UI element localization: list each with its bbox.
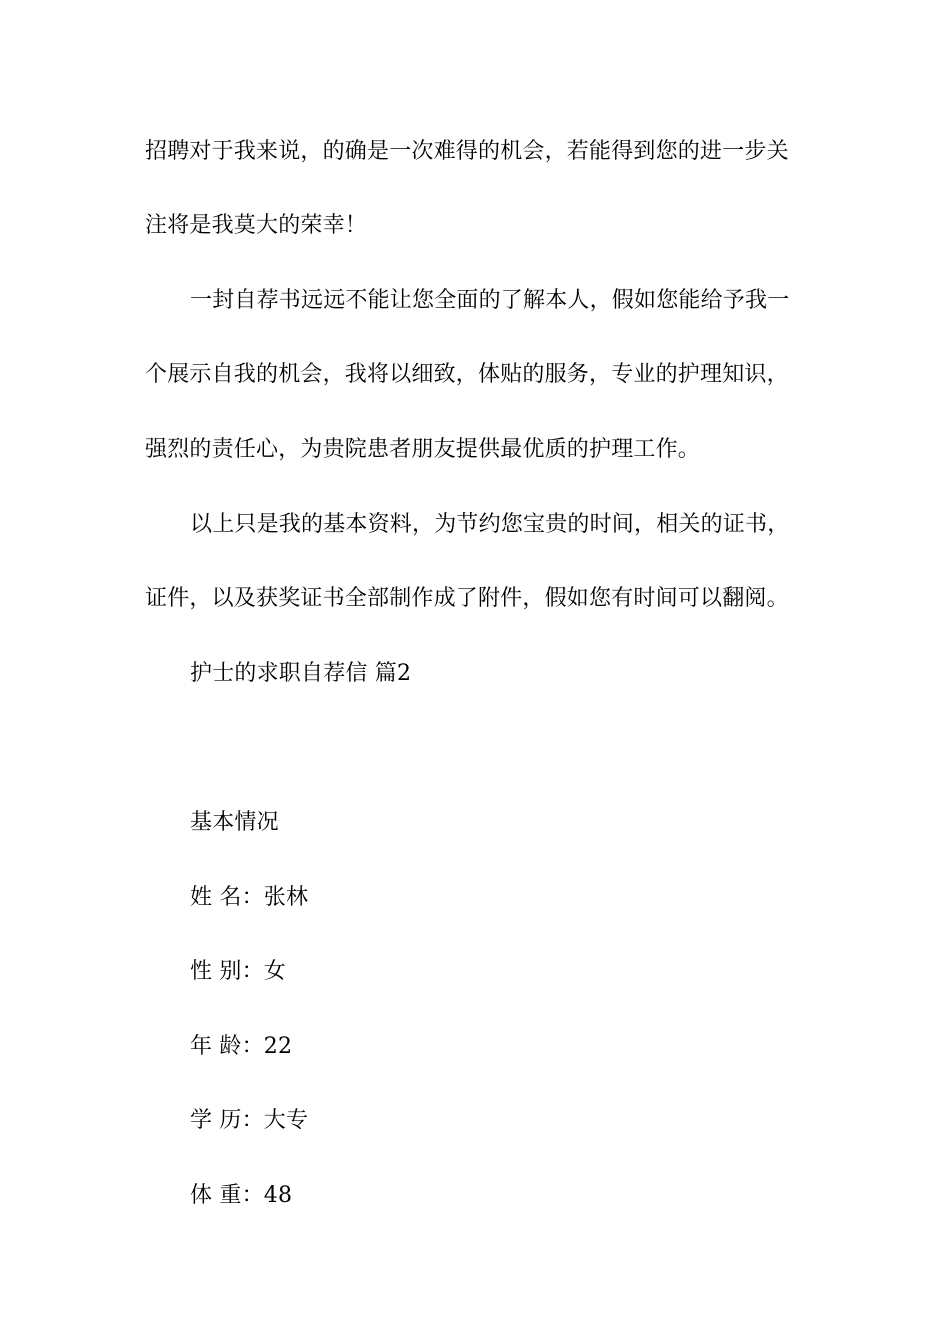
paragraph-line: 以上只是我的基本资料，为节约您宝贵的时间，相关的证书，: [190, 512, 790, 537]
paragraph-line: 强烈的责任心，为贵院患者朋友提供最优质的护理工作。: [145, 437, 701, 462]
info-name: 姓 名：张林: [190, 885, 309, 910]
section-title: 护士的求职自荐信 篇2: [190, 661, 412, 686]
info-weight: 体 重：48: [190, 1183, 293, 1208]
info-education: 学 历：大专: [190, 1108, 309, 1133]
info-gender: 性 别：女: [190, 959, 286, 984]
paragraph-line: 一封自荐书远远不能让您全面的了解本人，假如您能给予我一: [190, 288, 790, 313]
paragraph-line: 注将是我莫大的荣幸！: [145, 213, 368, 238]
info-age: 年 龄：22: [190, 1034, 293, 1059]
paragraph-line: 招聘对于我来说，的确是一次难得的机会，若能得到您的进一步关: [145, 139, 789, 164]
basic-info-heading: 基本情况: [190, 810, 279, 835]
paragraph-line: 证件，以及获奖证书全部制作成了附件，假如您有时间可以翻阅。: [145, 586, 789, 611]
paragraph-line: 个展示自我的机会，我将以细致，体贴的服务，专业的护理知识，: [145, 362, 789, 387]
